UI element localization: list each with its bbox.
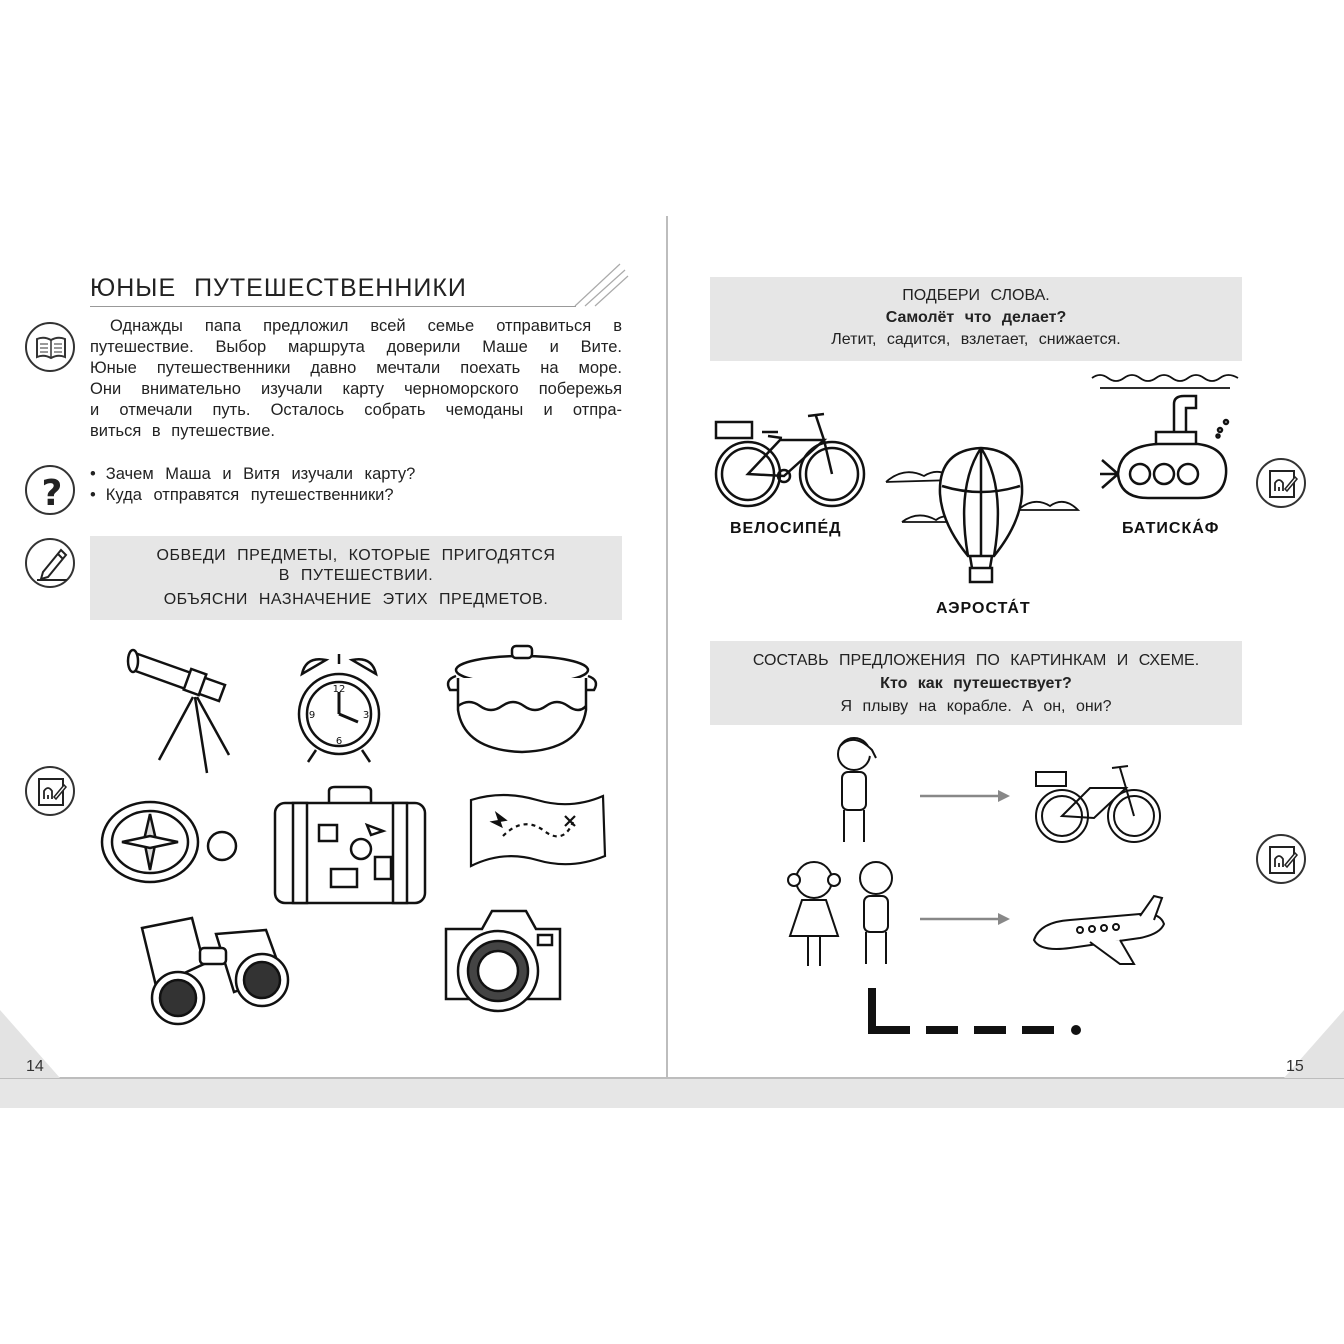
page-number-left: 14 <box>26 1058 44 1075</box>
story-line: виться в путешествие. <box>90 422 275 440</box>
task-line: Летит, садится, взлетает, снижается. <box>831 331 1121 348</box>
sentence-scheme <box>864 986 1090 1038</box>
question-item: • Куда отправятся путешественники? <box>90 485 415 506</box>
svg-text:?: ? <box>41 473 63 514</box>
task-line: Я плыву на корабле. А он, они? <box>840 698 1112 715</box>
task-line: ОБВЕДИ ПРЕДМЕТЫ, КОТОРЫЕ ПРИГОДЯТСЯ <box>156 547 556 564</box>
task-box-choose-words <box>710 277 1242 361</box>
story-line: Однажды папа предложил всей семье отправиться в <box>110 317 622 335</box>
bicycle-small-image <box>1030 758 1166 848</box>
arrow-image <box>918 788 1012 804</box>
story-line: Они внимательно изучали карту черноморского побережья <box>90 380 622 398</box>
question-item: • Зачем Маша и Витя изучали карту? <box>90 464 415 485</box>
task-line: В ПУТЕШЕСТВИИ. <box>278 567 434 584</box>
suitcase-image <box>271 785 429 907</box>
title-decoration <box>570 260 630 310</box>
telescope-image <box>125 635 235 775</box>
task-line: Кто как путешествует? <box>880 675 1072 692</box>
cooking-pot-image <box>444 640 600 758</box>
drawing-icon <box>1256 458 1306 508</box>
story-line: и отмечали путь. Осталось собрать чемоданы и отпра- <box>90 401 622 419</box>
boy-image <box>832 736 880 846</box>
binoculars-image <box>132 908 300 1028</box>
svg-text:6: 6 <box>335 736 343 747</box>
bicycle-image <box>708 404 872 512</box>
arrow-image <box>918 911 1012 927</box>
compass-image <box>98 800 242 884</box>
book-icon <box>25 322 75 372</box>
question-list <box>90 464 415 506</box>
page-number-right: 15 <box>1286 1058 1304 1075</box>
bathyscaphe-image <box>1098 394 1238 502</box>
girl-and-boy-image <box>786 856 904 970</box>
page-bottom-band <box>0 1078 1344 1108</box>
task-line: ПОДБЕРИ СЛОВА. <box>902 287 1050 304</box>
alarm-clock-image <box>296 652 382 764</box>
story-line: Юные путешественники давно мечтали поехать на море. <box>90 359 622 377</box>
task-line: ОБЪЯСНИ НАЗНАЧЕНИЕ ЭТИХ ПРЕДМЕТОВ. <box>163 591 549 608</box>
pencil-icon <box>25 538 75 588</box>
question-icon <box>25 465 75 515</box>
story-line: путешествие. Выбор маршрута доверили Маше и Вите. <box>90 338 622 356</box>
airplane-image <box>1030 894 1168 972</box>
camera-image <box>442 905 564 1015</box>
drawing-icon <box>1256 834 1306 884</box>
page-bottom-line <box>0 1077 1344 1079</box>
svg-text:9: 9 <box>308 710 316 721</box>
title-underline <box>90 306 576 307</box>
caption-balloon: АЭРОСТА́Т <box>936 600 1031 617</box>
task-line: Самолёт что делает? <box>885 309 1067 326</box>
task-line: СОСТАВЬ ПРЕДЛОЖЕНИЯ ПО КАРТИНКАМ И СХЕМЕ. <box>752 652 1200 669</box>
hot-air-balloon-image <box>936 446 1026 584</box>
svg-text:12: 12 <box>332 684 346 695</box>
page-spine <box>666 216 668 1108</box>
drawing-icon <box>25 766 75 816</box>
page-title: ЮНЫЕ ПУТЕШЕСТВЕННИКИ <box>90 274 467 302</box>
caption-bicycle: ВЕЛОСИПЕ́Д <box>730 520 842 537</box>
treasure-map-image <box>463 786 613 878</box>
caption-bathyscaphe: БАТИСКА́Ф <box>1122 520 1220 537</box>
task-box-make-sentences <box>710 641 1242 725</box>
task-box-circle-items <box>90 536 622 620</box>
svg-text:3: 3 <box>362 710 370 721</box>
story-paragraph <box>90 316 622 442</box>
waves-image <box>1090 372 1242 392</box>
